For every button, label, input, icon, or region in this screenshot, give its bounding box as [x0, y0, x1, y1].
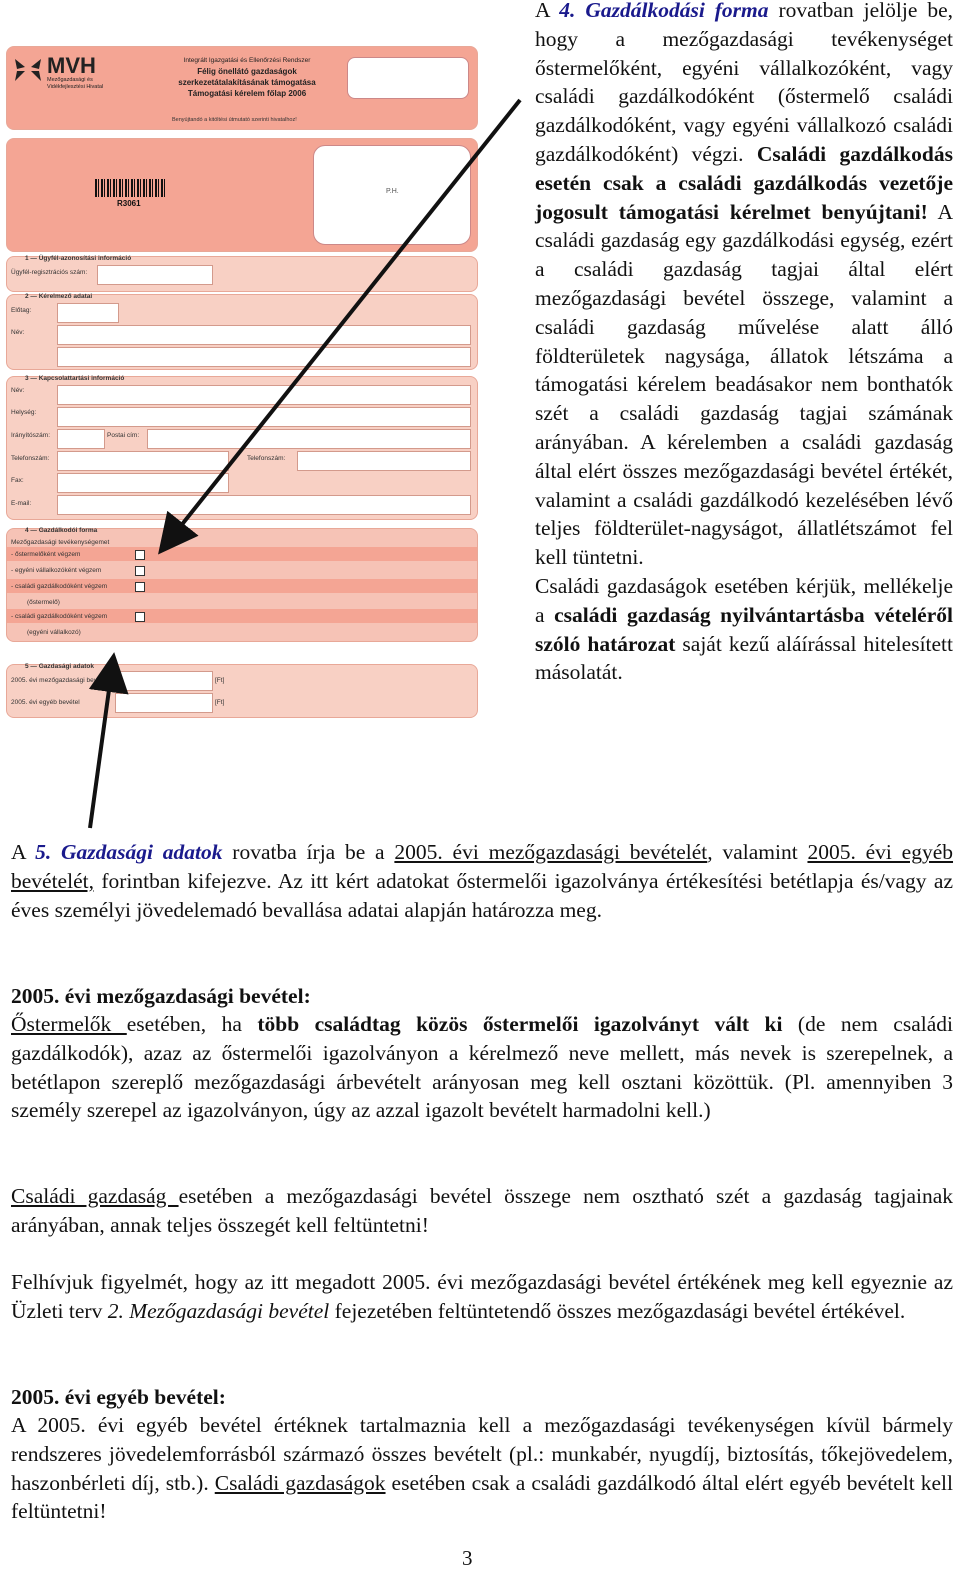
other-income-paragraph — [11, 1411, 953, 1526]
page-number: 3 — [462, 1546, 473, 1570]
text-run: Felhívjuk figyelmét, hogy az itt megadott 2005. évi mezőgazdasági bevétel értékének meg kell egyeznie az Üzleti terv — [11, 1270, 953, 1323]
text-run: Családi gazdaságok esetében kérjük, mellékelje a — [535, 573, 953, 627]
contact-name-label: Név: — [11, 387, 25, 394]
text-run: (de nem családi gazdálkodók), azaz az őstermelői igazolványon a kérelmező neve mellett, más nevek is szerepelnek, a betétlapon szereplő mezőgazdasági árbevételt arányosan meg kell osztani közöttük. (Pl. amennyiben 3 személy szerepel az igazolványon, úgy az azzal igazolt bevételt harmadolni kell.) — [11, 1012, 953, 1123]
section-1-field-label: Ügyfél-regisztrációs szám: — [11, 269, 88, 276]
form-title-line: szerkezetátalakításának támogatása — [178, 78, 316, 87]
logo-subtext: Mezőgazdasági és Vidékfejlesztési Hivatal — [47, 77, 104, 90]
section-ref: 5. Gazdasági adatok — [35, 840, 223, 864]
fax-label: Fax: — [11, 477, 24, 484]
option-family-2-label: - családi gazdálkodóként végzem — [11, 613, 108, 620]
arrow-to-section-4 — [168, 100, 520, 542]
option-entrepreneur-label: - egyéni vállalkozóként végzem — [11, 567, 102, 574]
text-run: rovatban jelölje be, hogy a mezőgazdasági tevékenységet őstermelőként, egyéni vállalkozóként, vagy családi gazdálkodóként (őstermelő családi gazdálkodóként, vagy egyéni vállalkozó családi gazdálkodóként) végzi. — [535, 0, 953, 166]
barcode-code: R3061 — [117, 199, 141, 208]
zip-label: Irányítószám: — [11, 432, 51, 439]
chapter-ref: 2. Mezőgazdasági bevétel — [107, 1298, 330, 1323]
text-run: esetében, ha — [126, 1012, 258, 1036]
form-title-line: Integrált Igazgatási és Ellenőrzési Rendszer — [183, 57, 311, 64]
text-run: A — [535, 0, 560, 22]
heading: 2005. évi egyéb bevétel: — [11, 1385, 226, 1409]
city-label: Helység: — [11, 409, 37, 416]
phone-label: Telefonszám: — [11, 455, 50, 462]
underlined-term: 2005. évi mezőgazdasági bevételét — [394, 840, 708, 864]
logo-text: MVH — [47, 53, 96, 78]
family-farm-paragraph — [11, 1182, 953, 1240]
option-family-1-label: - családi gazdálkodóként végzem — [11, 583, 108, 590]
underlined-term: Családi gazdaságok — [214, 1470, 386, 1495]
text-run: fejezetében feltüntetendő összes mezőgazdasági bevétel értékével. — [329, 1298, 906, 1323]
form-title-line: Támogatási kérelem főlap 2006 — [187, 89, 307, 98]
section-4-subtitle: Mezőgazdasági tevékenységemet — [11, 539, 110, 546]
ph-label: P.H. — [386, 188, 399, 195]
section-ref: 4. Gazdálkodási forma — [559, 0, 769, 22]
option-sole-trader-label: - őstermelőként végzem — [11, 551, 81, 558]
business-plan-paragraph — [11, 1268, 953, 1326]
form-title-line: Félig önellátó gazdaságok — [197, 67, 297, 76]
underlined-term: 2005. évi egyéb bevételét, — [11, 840, 954, 893]
underlined-term: Családi gazdaság — [11, 1184, 179, 1208]
phone2-label: Telefonszám: — [247, 455, 286, 462]
postal-label: Postai cím: — [107, 432, 140, 439]
email-label: E-mail: — [11, 500, 32, 507]
section-3-title: 3 — Kapcsolattartási információ — [25, 375, 125, 382]
right-column-text — [535, 0, 953, 687]
text-run: A családi gazdaság egy gazdálkodási egység, ezért a családi gazdaság tagjai által elért mezőgazdasági bevétel összege, valamint a családi gazdaság művelése alatt álló földterületek nagysága, állatok létszáma a támogatási kérelem beadásakor nem bonthatók szét a családi gazdaság tagjai számának arányában. A kérelemben a családi gazdaság által elért összes mezőgazdasági bevétel értékét, valamint a családi gazdálkodó kezelésében lévő teljes földterület-nagyságot, állatlétszámot fel kell tüntetni. — [535, 199, 953, 570]
text-run: , valamint — [707, 840, 808, 864]
section-4-explanation — [535, 0, 953, 572]
text-run: saját kezű aláírással hitelesített másolatát. — [535, 631, 954, 685]
agri-income-label: 2005. évi mezőgazdasági bevétel — [11, 677, 108, 684]
text-run: rovatba írja be a — [222, 840, 395, 864]
other-income-unit: [Ft] — [215, 699, 225, 706]
text-run: forintban kifejezve. Az itt kért adatokat őstermelői igazolványa értékesítési betétlapja és/vagy az éves személyi jövedelemadó bevallása adatai alapján határozza meg. — [11, 868, 953, 922]
attachment-note — [535, 572, 953, 687]
option-family-1-sub: (őstermelő) — [27, 599, 60, 606]
prefix-label: Előtag: — [11, 307, 32, 314]
name-label: Név: — [11, 329, 25, 336]
form-header-note: Benyújtandó a kitöltési útmutató szerinti hivatalhoz! — [172, 117, 297, 123]
agri-income-paragraph — [11, 1010, 953, 1125]
section-4-title: 4 — Gazdálkodói forma — [25, 527, 98, 534]
arrow-to-section-5 — [90, 668, 112, 828]
section-1-title: 1 — Ügyfél-azonosítási információ — [25, 255, 132, 262]
underlined-term: Őstermelők — [11, 1012, 127, 1036]
other-income-heading — [11, 1383, 953, 1412]
other-income-label: 2005. évi egyéb bevétel — [11, 699, 80, 706]
section-2-title: 2 — Kérelmező adatai — [25, 293, 93, 300]
emphasis: családi gazdaság nyilvántartásba vételéről szóló határozat — [535, 602, 953, 656]
agri-income-unit: [Ft] — [215, 677, 225, 684]
emphasis: több családtag közös őstermelői igazolványt vált ki — [257, 1012, 783, 1036]
text-run: A 2005. évi egyéb bevétel értéknek tartalmaznia kell a mezőgazdasági tevékenységen kívül bármely rendszeres jövedelemforrásból származó összes bevételt (pl.: munkabér, nyugdíj, biztosítás, tőkejövedelem, haszonbérleti díj, stb.). — [11, 1413, 953, 1495]
heading: 2005. évi mezőgazdasági bevétel: — [11, 984, 311, 1008]
section-5-intro — [11, 838, 953, 924]
text-run: esetében a mezőgazdasági bevétel összege nem osztható szét a gazdaság tagjainak arányában, annak teljes összegét kell feltüntetni! — [11, 1184, 953, 1237]
agri-income-heading — [11, 982, 953, 1011]
text-run: A — [11, 840, 36, 864]
text-run: esetében csak a családi gazdálkodó által elért egyéb bevételt kell feltüntetni! — [11, 1470, 954, 1524]
emphasis: Családi gazdálkodás esetén csak a családi gazdálkodás vezetője jogosult támogatási kérelmet benyújtani! — [535, 141, 953, 224]
option-family-2-sub: (egyéni vállalkozó) — [27, 629, 81, 636]
section-5-title: 5 — Gazdasági adatok — [25, 663, 94, 670]
